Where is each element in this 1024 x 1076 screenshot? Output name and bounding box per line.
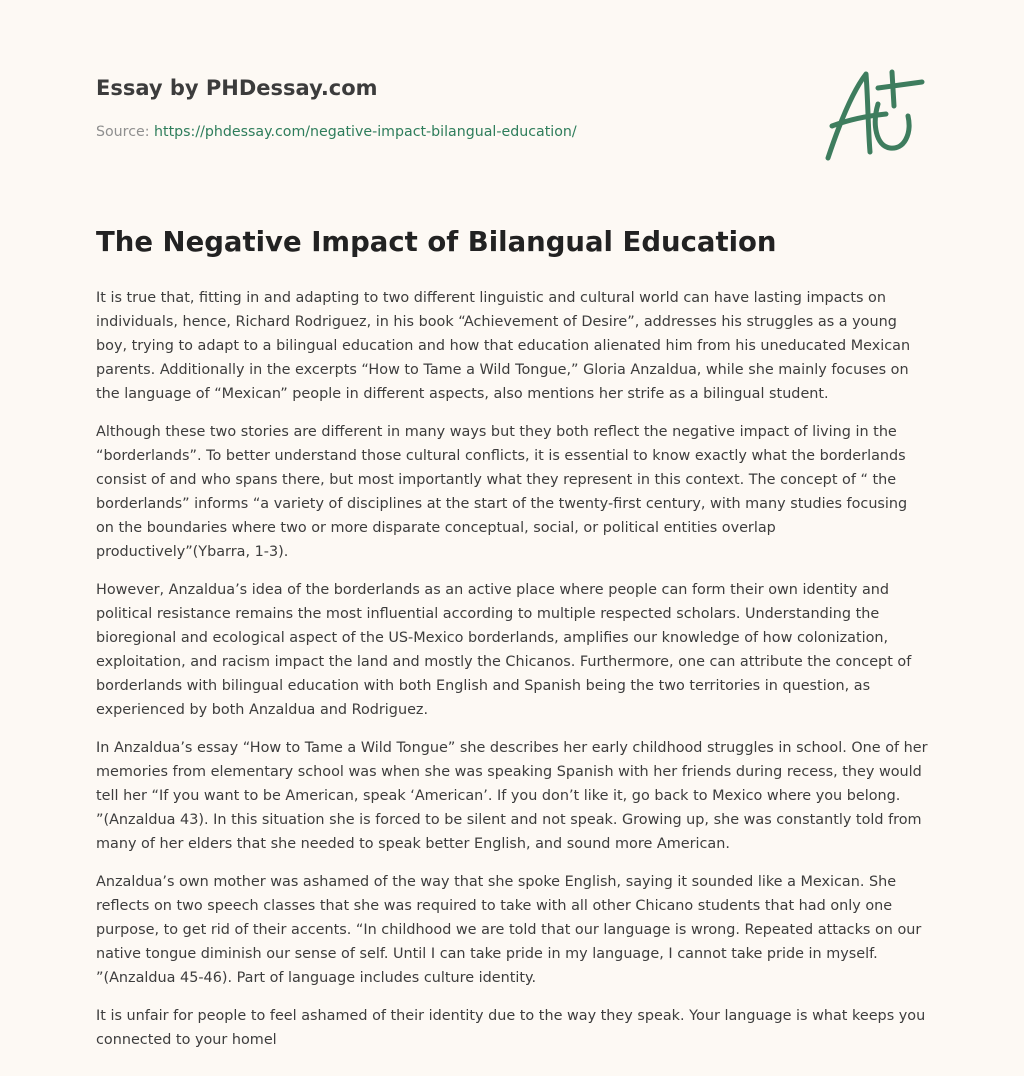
a-plus-logo-icon bbox=[822, 66, 930, 166]
essay-paragraph-1: It is true that, fitting in and adapting to two different linguistic and cultural world can have lasting impacts on individuals, hence, Richard Rodriguez, in his book “Achievement of Desire”, addresses his struggles as a young boy, trying to adapt to a bilingual education and how that education alienated him from his uneducated Mexican parents. Additionally in the excerpts “How to Tame a Wild Tongue,” Gloria Anzaldua, while she mainly focuses on the language of “Mexican” people in different aspects, also mentions her strife as a bilingual student. bbox=[96, 290, 911, 402]
essay-paragraph-3: However, Anzaldua’s idea of the borderlands as an active place where people can form their own identity and political resistance remains the most influential according to multiple respected scholars. Understanding the bioregional and ecological aspect of the US-Mexico borderlands, amplifies our knowledge of how colonization, exploitation, and racism impact the land and mostly the Chicanos. Furthermore, one can attribute the concept of borderlands with bilingual education with both English and Spanish being the two territories in question, as experienced by both Anzaldua and Rodriguez. bbox=[96, 582, 912, 718]
source-label: Source: bbox=[96, 124, 150, 140]
site-title: Essay by PHDessay.com bbox=[96, 76, 378, 100]
source-line bbox=[96, 124, 577, 140]
essay-body bbox=[96, 286, 928, 1066]
essay-paragraph-2: Although these two stories are different in many ways but they both reflect the negative impact of living in the “borderlands”. To better understand those cultural conflicts, it is essential to know exactly what the borderlands consist of and who spans there, but most importantly what they represent in this context. The concept of “ the borderlands” informs “a variety of disciplines at the start of the twenty-first century, with many studies focusing on the boundaries where two or more disparate conceptual, social, or political entities overlap productively”(Ybarra, 1-3). bbox=[96, 424, 908, 560]
essay-paragraph-6: It is unfair for people to feel ashamed of their identity due to the way they speak. Your language is what keeps you connected to your homel bbox=[96, 1008, 926, 1048]
essay-paragraph-5: Anzaldua’s own mother was ashamed of the way that she spoke English, saying it sounded like a Mexican. She reflects on two speech classes that she was required to take with all other Chicano students that had only one purpose, to get rid of their accents. “In childhood we are told that our language is wrong. Repeated attacks on our native tongue diminish our sense of self. Until I can take pride in my language, I cannot take pride in myself. ”(Anzaldua 45-46). Part of language includes culture identity. bbox=[96, 874, 922, 986]
source-link[interactable]: https://phdessay.com/negative-impact-bilangual-education/ bbox=[154, 124, 577, 140]
essay-title: The Negative Impact of Bilangual Education bbox=[96, 226, 777, 258]
essay-paragraph-4: In Anzaldua’s essay “How to Tame a Wild Tongue” she describes her early childhood struggles in school. One of her memories from elementary school was when she was speaking Spanish with her friends during recess, they would tell her “If you want to be American, speak ‘American’. If you don’t like it, go back to Mexico where you belong. ”(Anzaldua 43). In this situation she is forced to be silent and not speak. Growing up, she was constantly told from many of her elders that she needed to speak better English, and sound more American. bbox=[96, 740, 928, 852]
